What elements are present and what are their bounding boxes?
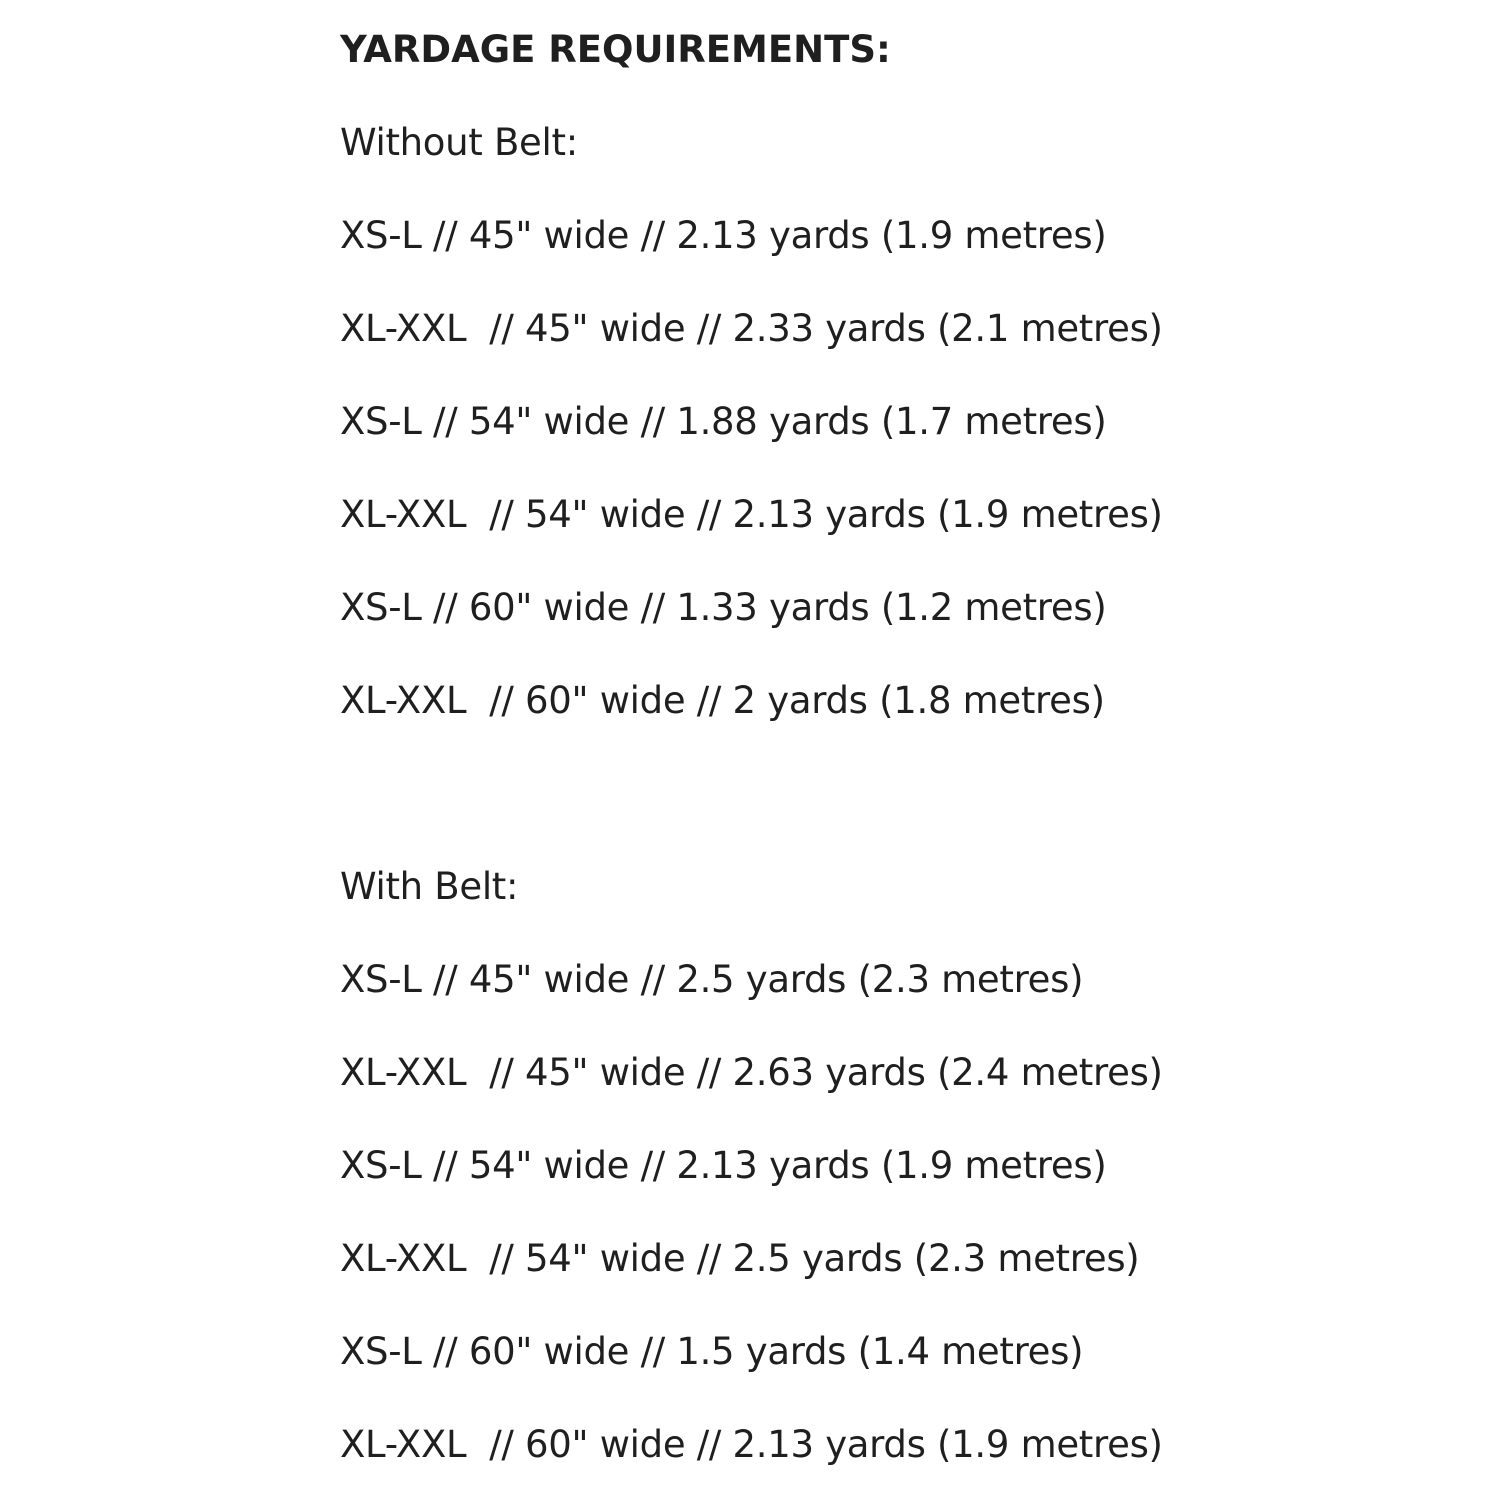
- yardage-line: XL-XXL // 45" wide // 2.63 yards (2.4 metres): [340, 1051, 1163, 1094]
- yardage-line: XL-XXL // 60" wide // 2 yards (1.8 metres): [340, 679, 1105, 722]
- yardage-line: XL-XXL // 45" wide // 2.33 yards (2.1 metres): [340, 307, 1163, 350]
- page-title: YARDAGE REQUIREMENTS:: [340, 28, 891, 71]
- yardage-line: XS-L // 45" wide // 2.5 yards (2.3 metres): [340, 958, 1084, 1001]
- yardage-line: XL-XXL // 54" wide // 2.5 yards (2.3 metres): [340, 1237, 1140, 1280]
- yardage-line: XL-XXL // 54" wide // 2.13 yards (1.9 metres): [340, 493, 1163, 536]
- yardage-line: XS-L // 54" wide // 2.13 yards (1.9 metres): [340, 1144, 1107, 1187]
- yardage-line: XS-L // 45" wide // 2.13 yards (1.9 metres): [340, 214, 1107, 257]
- yardage-line: XS-L // 60" wide // 1.5 yards (1.4 metres): [340, 1330, 1084, 1373]
- section-heading-with-belt: With Belt:: [340, 865, 519, 908]
- yardage-line: XS-L // 54" wide // 1.88 yards (1.7 metres): [340, 400, 1107, 443]
- yardage-line: XS-L // 60" wide // 1.33 yards (1.2 metres): [340, 586, 1107, 629]
- section-heading-without-belt: Without Belt:: [340, 121, 578, 164]
- yardage-line: XL-XXL // 60" wide // 2.13 yards (1.9 metres): [340, 1423, 1163, 1466]
